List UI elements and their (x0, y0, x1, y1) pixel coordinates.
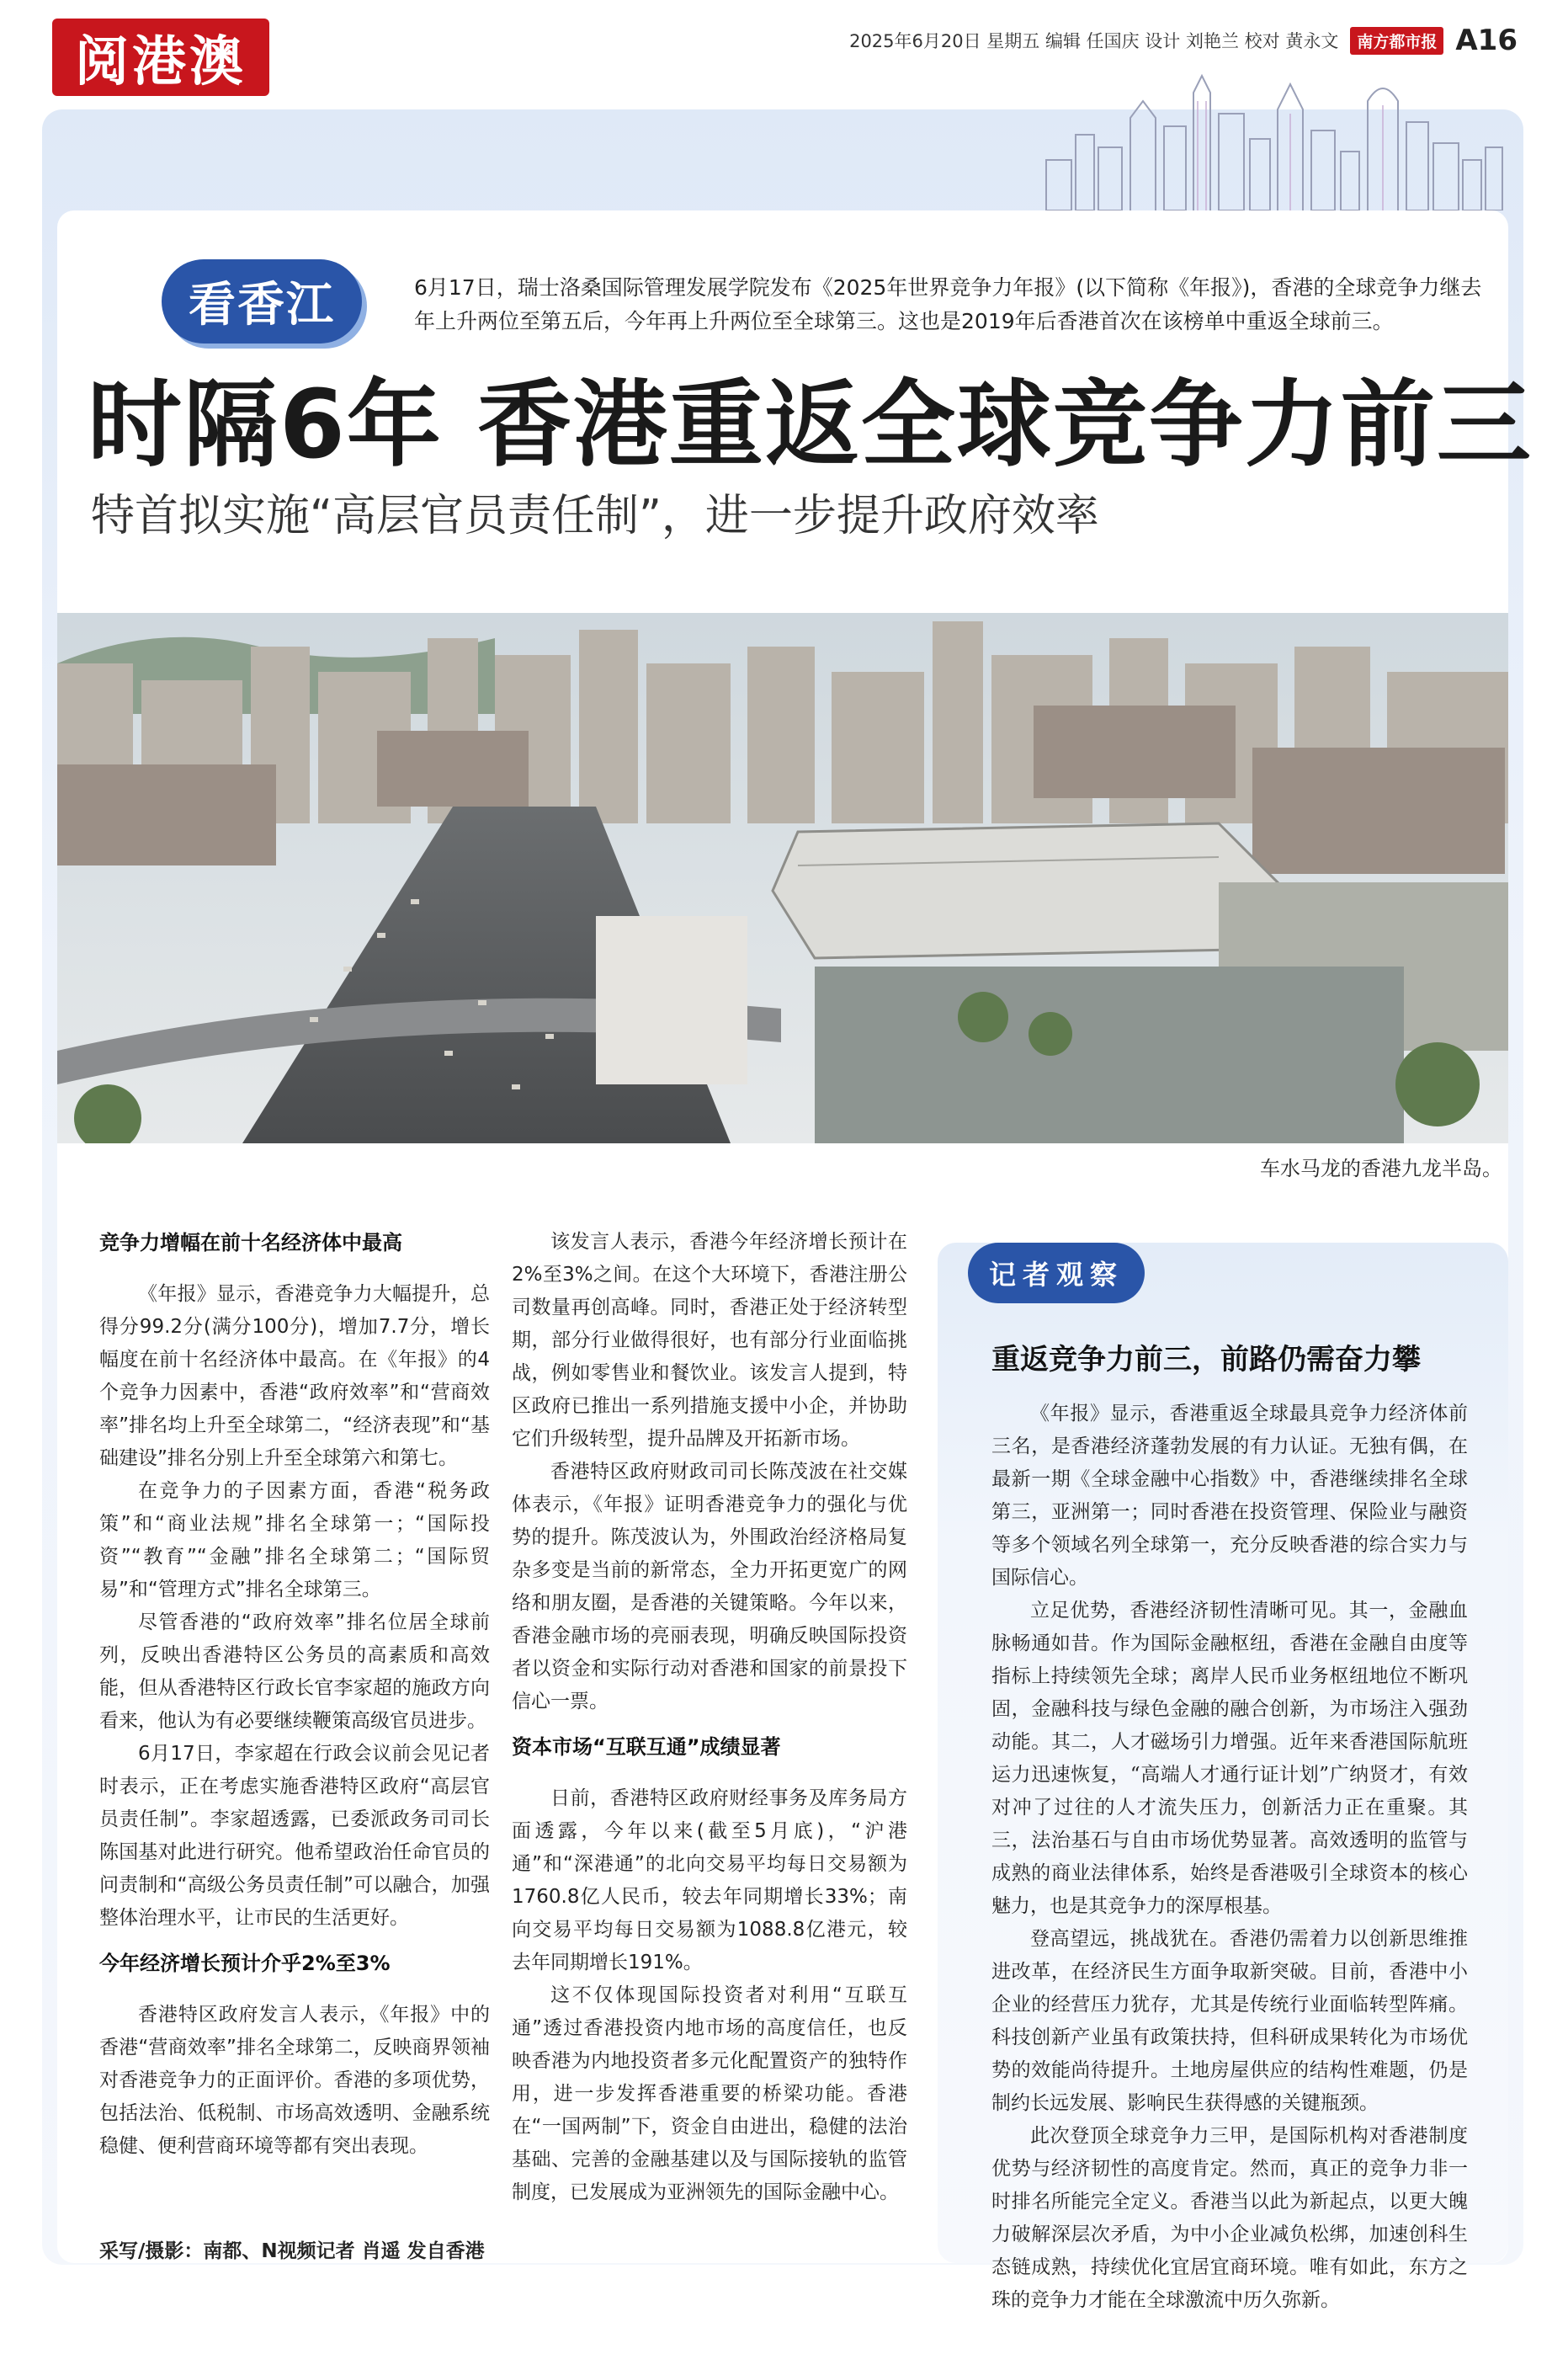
paragraph: 香港特区政府发言人表示，《年报》中的香港“营商效率”排名全球第二，反映商界领袖对香港竞争力的正面评价。香港的多项优势，包括法治、低税制、市场高效透明、金融系统稳健、便利营商环境等都有突出表现。 (99, 2004, 490, 2157)
section-heading: 竞争力增幅在前十名经济体中最高 (99, 1231, 402, 1254)
page-number: A16 (1455, 24, 1518, 57)
headline: 时隔6年 香港重返全球竞争力前三 (88, 370, 1533, 480)
paragraph: 6月17日，李家超在行政会议前会见记者时表示，正在考虑实施香港特区政府“高层官员责任制”。李家超透露，已委派政务司司长陈国基对此进行研究。他希望政治任命官员的问责制和“高级公务员责任制”可以融合，加强整体治理水平，让市民的生活更好。 (99, 1743, 490, 1929)
skyline-illustration (1038, 67, 1509, 210)
byline: 采写/摄影：南都、N视频记者 肖遥 发自香港 (99, 2240, 485, 2262)
photo-caption: 车水马龙的香港九龙半岛。 (1260, 1157, 1502, 1180)
paragraph: 《年报》显示，香港竞争力大幅提升，总得分99.2分(满分100分)，增加7.7分，增长幅度在前十名经济体中最高。在《年报》的4个竞争力因素中，香港“政府效率”和“营商效率”排名均上升至全球第二，“经济表现”和“基础建设”排名分别上升至全球第六和第七。 (99, 1283, 490, 1469)
paragraph: 此次登顶全球竞争力三甲，是国际机构对香港制度优势与经济韧性的高度肯定。然而，真正的竞争力非一时排名所能完全定义。香港当以此为新起点，以更大魄力破解深层次矛盾，为中小企业减负松绑，加速创科生态链成熟，持续优化宜居宜商环境。唯有如此，东方之珠的竞争力才能在全球激流中历久弥新。 (991, 2125, 1468, 2311)
tag-label: 看香江 (189, 278, 335, 333)
article-column-2 (512, 1226, 907, 2209)
paragraph: 在竞争力的子因素方面，香港“税务政策”和“商业法规”排名全球第一；“国际投资”“教育”“金融”排名全球第二；“国际贸易”和“管理方式”排名全球第三。 (99, 1480, 490, 1600)
paragraph: 香港特区政府财政司司长陈茂波在社交媒体表示，《年报》证明香港竞争力的强化与优势的提升。陈茂波认为，外围政治经济格局复杂多变是当前的新常态，全力开拓更宽广的网络和朋友圈，是香港的关键策略。今年以来，香港金融市场的亮丽表现，明确反映国际投资者以资金和实际行动对香港和国家的前景投下信心一票。 (512, 1461, 907, 1712)
observation-tag-label: 记者观察 (988, 1259, 1124, 1291)
paragraph: 这不仅体现国际投资者对利用“互联互通”透过香港投资内地市场的高度信任，也反映香港为内地投资者多元化配置资产的独特作用，进一步发挥香港重要的桥梁功能。香港在“一国两制”下，资金自由进出，稳健的法治基础、完善的金融基建以及与国际接轨的监管制度，已发展成为亚洲领先的国际金融中心。 (512, 1984, 907, 2203)
paragraph: 登高望远，挑战犹在。香港仍需着力以创新思维推进改革，在经济民生方面争取新突破。目前，香港中小企业的经营压力犹存，尤其是传统行业面临转型阵痛。科技创新产业虽有政策扶持，但科研成果转化为市场优势的效能尚待提升。土地房屋供应的结构性难题，仍是制约长远发展、影响民生获得感的关键瓶颈。 (991, 1928, 1468, 2114)
page-meta (849, 24, 1518, 57)
paragraph: 立足优势，香港经济韧性清晰可见。其一，金融血脉畅通如昔。作为国际金融枢纽，香港在金融自由度等指标上持续领先全球；离岸人民币业务枢纽地位不断巩固，金融科技与绿色金融的融合创新，为市场注入强劲动能。其二，人才磁场引力增强。近年来香港国际航班运力迅速恢复，“高端人才通行证计划”广纳贤才，有效对冲了过往的人才流失压力，创新活力正在重聚。其三，法治基石与自由市场优势显著。高效透明的监管与成熟的商业法律体系，始终是香港吸引全球资本的核心魅力，也是其竞争力的深厚根基。 (991, 1600, 1468, 1917)
kan-xiangjiang-tag (162, 259, 362, 344)
section-logo (52, 19, 269, 96)
paragraph: 日前，香港特区政府财经事务及库务局方面透露，今年以来(截至5月底)，“沪港通”和“深港通”的北向交易平均每日交易额为1760.8亿人民币，较去年同期增长33%；南向交易平均每日交易额为1088.8亿港元，较去年同期增长191%。 (512, 1787, 907, 1973)
observation-tag (968, 1243, 1145, 1303)
paragraph: 尽管香港的“政府效率”排名位居全球前列，反映出香港特区公务员的高素质和高效能，但从香港特区行政长官李家超的施政方向看来，他认为有必要继续鞭策高级官员进步。 (99, 1611, 490, 1732)
lead-paragraph: 6月17日，瑞士洛桑国际管理发展学院发布《2025年世界竞争力年报》(以下简称《年报》)，香港的全球竞争力继去年上升两位至第五后，今年再上升两位至全球第三。这也是2019年后香港首次在该榜单中重返全球前三。 (414, 275, 1482, 333)
observation-body (991, 1398, 1468, 2317)
observation-title: 重返竞争力前三，前路仍需奋力攀 (991, 1343, 1421, 1377)
section-heading: 今年经济增长预计介乎2%至3% (99, 1952, 391, 1975)
paper-logo: 南方都市报 (1350, 27, 1443, 55)
page-meta-text: 2025年6月20日 星期五 编辑 任国庆 设计 刘艳兰 校对 黄永文 (849, 31, 1339, 51)
section-title: 阅港澳 (75, 31, 247, 93)
paragraph: 该发言人表示，香港今年经济增长预计在2%至3%之间。在这个大环境下，香港注册公司数量再创高峰。同时，香港正处于经济转型期，部分行业做得很好，也有部分行业面临挑战，例如零售业和餐饮业。该发言人提到，特区政府已推出一系列措施支援中小企，并协助它们升级转型，提升品牌及开拓新市场。 (512, 1231, 907, 1450)
paragraph: 《年报》显示，香港重返全球最具竞争力经济体前三名，是香港经济蓬勃发展的有力认证。无独有偶，在最新一期《全球金融中心指数》中，香港继续排名全球第三，亚洲第一；同时香港在投资管理、保险业与融资等多个领域名列全球第一，充分反映香港的综合实力与国际信心。 (991, 1403, 1468, 1589)
article-column-1 (99, 1226, 490, 2163)
subheadline: 特首拟实施“高层官员责任制”，进一步提升政府效率 (91, 491, 1099, 541)
kowloon-photo (57, 613, 1508, 1143)
section-heading: 资本市场“互联互通”成绩显著 (512, 1735, 781, 1759)
